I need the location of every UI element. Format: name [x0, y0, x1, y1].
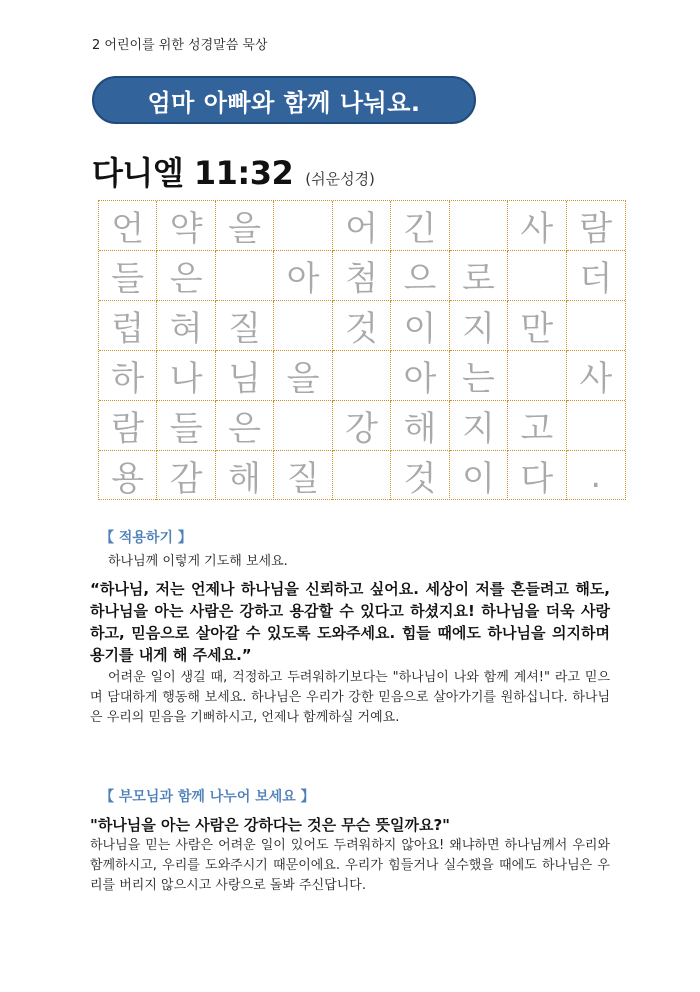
grid-cell: 만 [508, 301, 566, 351]
grid-cell: 혀 [157, 301, 215, 351]
grid-cell: 아 [391, 351, 449, 401]
share-answer: 하나님을 믿는 사람은 어려운 일이 있어도 두려워하지 않아요! 왜냐하면 하나님께서 우리와 함께하시고, 우리를 도와주시기 때문이에요. 우리가 힘들거나 실수했을 때에도 하나님은 우리를 버리지 않으시고 사랑으로 돌봐 주신답니다. [90, 838, 610, 893]
grid-cell: 이 [391, 301, 449, 351]
grid-cell: 을 [216, 201, 274, 251]
grid-cell: 해 [391, 401, 449, 451]
grid-cell: 첨 [333, 251, 391, 301]
grid-cell: 사 [508, 201, 566, 251]
grid-cell: . [590, 455, 602, 496]
grid-cell: 약 [157, 201, 215, 251]
grid-cell: 은 [157, 251, 215, 301]
verse-version: (쉬운성경) [305, 170, 375, 188]
grid-cell: 으 [391, 251, 449, 301]
grid-cell [508, 351, 566, 401]
verse-reference: 다니엘 11:32 [92, 154, 294, 192]
grid-cell [274, 301, 332, 351]
grid-cell: 지 [450, 301, 508, 351]
grid-cell [333, 351, 391, 401]
prayer-text: “하나님, 저는 언제나 하나님을 신뢰하고 싶어요. 세상이 저를 흔들려고 해도, 하나님을 아는 사람은 강하고 용감할 수 있다고 하셨지요! 하나님을 더욱 사랑하고, 믿음으로 살아갈 수 있도록 도와주세요. 힘들 때에도 하나님을 의지하며 용기를 내게 해 주세요.” [90, 580, 610, 664]
grid-cell [216, 251, 274, 301]
grid-cell [274, 401, 332, 451]
grid-cell: 언 [99, 201, 157, 251]
grid-cell: 님 [216, 351, 274, 401]
grid-cell: 는 [450, 351, 508, 401]
grid-cell: 은 [216, 401, 274, 451]
grid-cell: 강 [333, 401, 391, 451]
grid-cell: 긴 [391, 201, 449, 251]
share-heading: 【 부모님과 함께 나누어 보세요 】 [100, 789, 315, 805]
apply-heading: 【 적용하기 】 [100, 530, 192, 546]
grid-cell: 나 [157, 351, 215, 401]
grid-cell: 을 [274, 351, 332, 401]
grid-cell: 로 [450, 251, 508, 301]
grid-cell: 어 [333, 201, 391, 251]
grid-cell: 사 [567, 351, 625, 401]
grid-cell [567, 301, 625, 351]
grid-cell: 더 [567, 251, 625, 301]
grid-cell [274, 201, 332, 251]
grid-cell [450, 201, 508, 251]
grid-cell: 것 [391, 451, 449, 500]
grid-cell: 해 [216, 451, 274, 500]
grid-cell: 다 [508, 451, 566, 500]
grid-cell: 질 [274, 451, 332, 500]
grid-cell: 것 [333, 301, 391, 351]
tracing-grid [98, 200, 626, 500]
grid-cell [333, 451, 391, 500]
banner-title: 엄마 아빠와 함께 나눠요. [147, 88, 421, 117]
grid-cell: 람 [99, 401, 157, 451]
grid-cell: 들 [99, 251, 157, 301]
grid-cell: 들 [157, 401, 215, 451]
grid-cell: 고 [508, 401, 566, 451]
grid-cell: 람 [567, 201, 625, 251]
apply-body: 어려운 일이 생길 때, 걱정하고 두려워하기보다는 "하나님이 나와 함께 계셔!" 라고 믿으며 담대하게 행동해 보세요. 하나님은 우리가 강한 믿음으로 살아가기를 원하십니다. 하나님은 우리의 믿음을 기뻐하시고, 언제나 함께하실 거예요. [90, 670, 610, 725]
grid-cell: 하 [99, 351, 157, 401]
apply-intro: 하나님께 이렇게 기도해 보세요. [108, 554, 288, 569]
section-banner [92, 76, 476, 124]
grid-cell: 용 [99, 451, 157, 500]
grid-cell: 지 [450, 401, 508, 451]
grid-cell: 질 [216, 301, 274, 351]
grid-cell [567, 401, 625, 451]
verse-title [92, 148, 375, 194]
grid-cell: 아 [274, 251, 332, 301]
share-question: "하나님을 아는 사람은 강하다는 것은 무슨 뜻일까요?" [90, 816, 450, 834]
grid-cell: 럽 [99, 301, 157, 351]
grid-cell: 이 [450, 451, 508, 500]
grid-cell: 감 [157, 451, 215, 500]
page-header: 2 어린이를 위한 성경말씀 묵상 [92, 38, 268, 53]
grid-cell [508, 251, 566, 301]
